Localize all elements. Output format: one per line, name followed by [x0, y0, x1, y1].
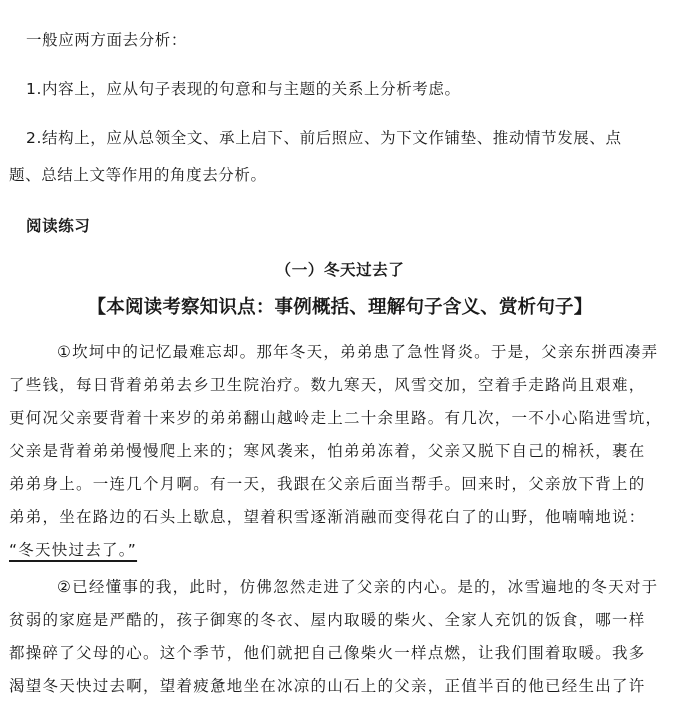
paragraph-line: ①坎坷中的记忆最难忘却。那年冬天，弟弟患了急性肾炎。于是，父亲东拼西凑弄	[57, 343, 659, 361]
paragraph-line: 弟弟，坐在路边的石头上歇息，望着积雪逐渐消融而变得花白了的山野，他喃喃地说：	[9, 508, 646, 526]
paragraph-line: 了些钱，每日背着弟弟去乡卫生院治疗。数九寒天，风雪交加，空着手走路尚且艰难，	[9, 376, 646, 394]
analysis-point-content: 1.内容上，应从句子表现的句意和与主题的关系上分析考虑。	[26, 80, 461, 98]
paragraph-line-quote	[9, 534, 673, 567]
paragraph-line: 渴望冬天快过去啊，望着疲惫地坐在冰凉的山石上的父亲，正值半百的他已经生出了许	[9, 677, 646, 695]
paragraph-line: ②已经懂事的我，此时，仿佛忽然走进了父亲的内心。是的，冰雪遍地的冬天对于	[57, 578, 659, 596]
section-label-reading-practice: 阅读练习	[26, 217, 91, 235]
paragraph-line: 更何况父亲要背着十来岁的弟弟翻山越岭走上二十余里路。有几次，一不小心陷进雪坑，	[9, 409, 663, 427]
passage-subtitle: （一）冬天过去了	[275, 261, 405, 279]
analysis-point-structure-line2: 题、总结上文等作用的角度去分析。	[9, 166, 267, 184]
paragraph-line: 弟弟身上。一连几个月啊。有一天，我跟在父亲后面当帮手。回来时，父亲放下背上的	[9, 475, 646, 493]
paragraph-line: 贫弱的家庭是严酷的，孩子御寒的冬衣、屋内取暖的柴火、全家人充饥的饭食，哪一样	[9, 611, 646, 629]
passage-paragraph-1	[9, 336, 673, 567]
paragraph-line: 都操碎了父母的心。这个季节，他们就把自己像柴火一样点燃，让我们围着取暖。我多	[9, 644, 646, 662]
underlined-quote: “冬天快过去了。”	[9, 541, 138, 559]
knowledge-points-banner: 【本阅读考察知识点：事例概括、理解句子含义、赏析句子】	[87, 297, 593, 318]
analysis-intro-heading: 一般应两方面去分析：	[26, 31, 188, 49]
paragraph-line: 父亲是背着弟弟慢慢爬上来的；寒风袭来，怕弟弟冻着，父亲又脱下自己的棉袄，裹在	[9, 442, 646, 460]
analysis-point-structure-line1: 2.结构上，应从总领全文、承上启下、前后照应、为下文作铺垫、推动情节发展、点	[26, 129, 622, 147]
passage-paragraph-2	[9, 571, 673, 703]
